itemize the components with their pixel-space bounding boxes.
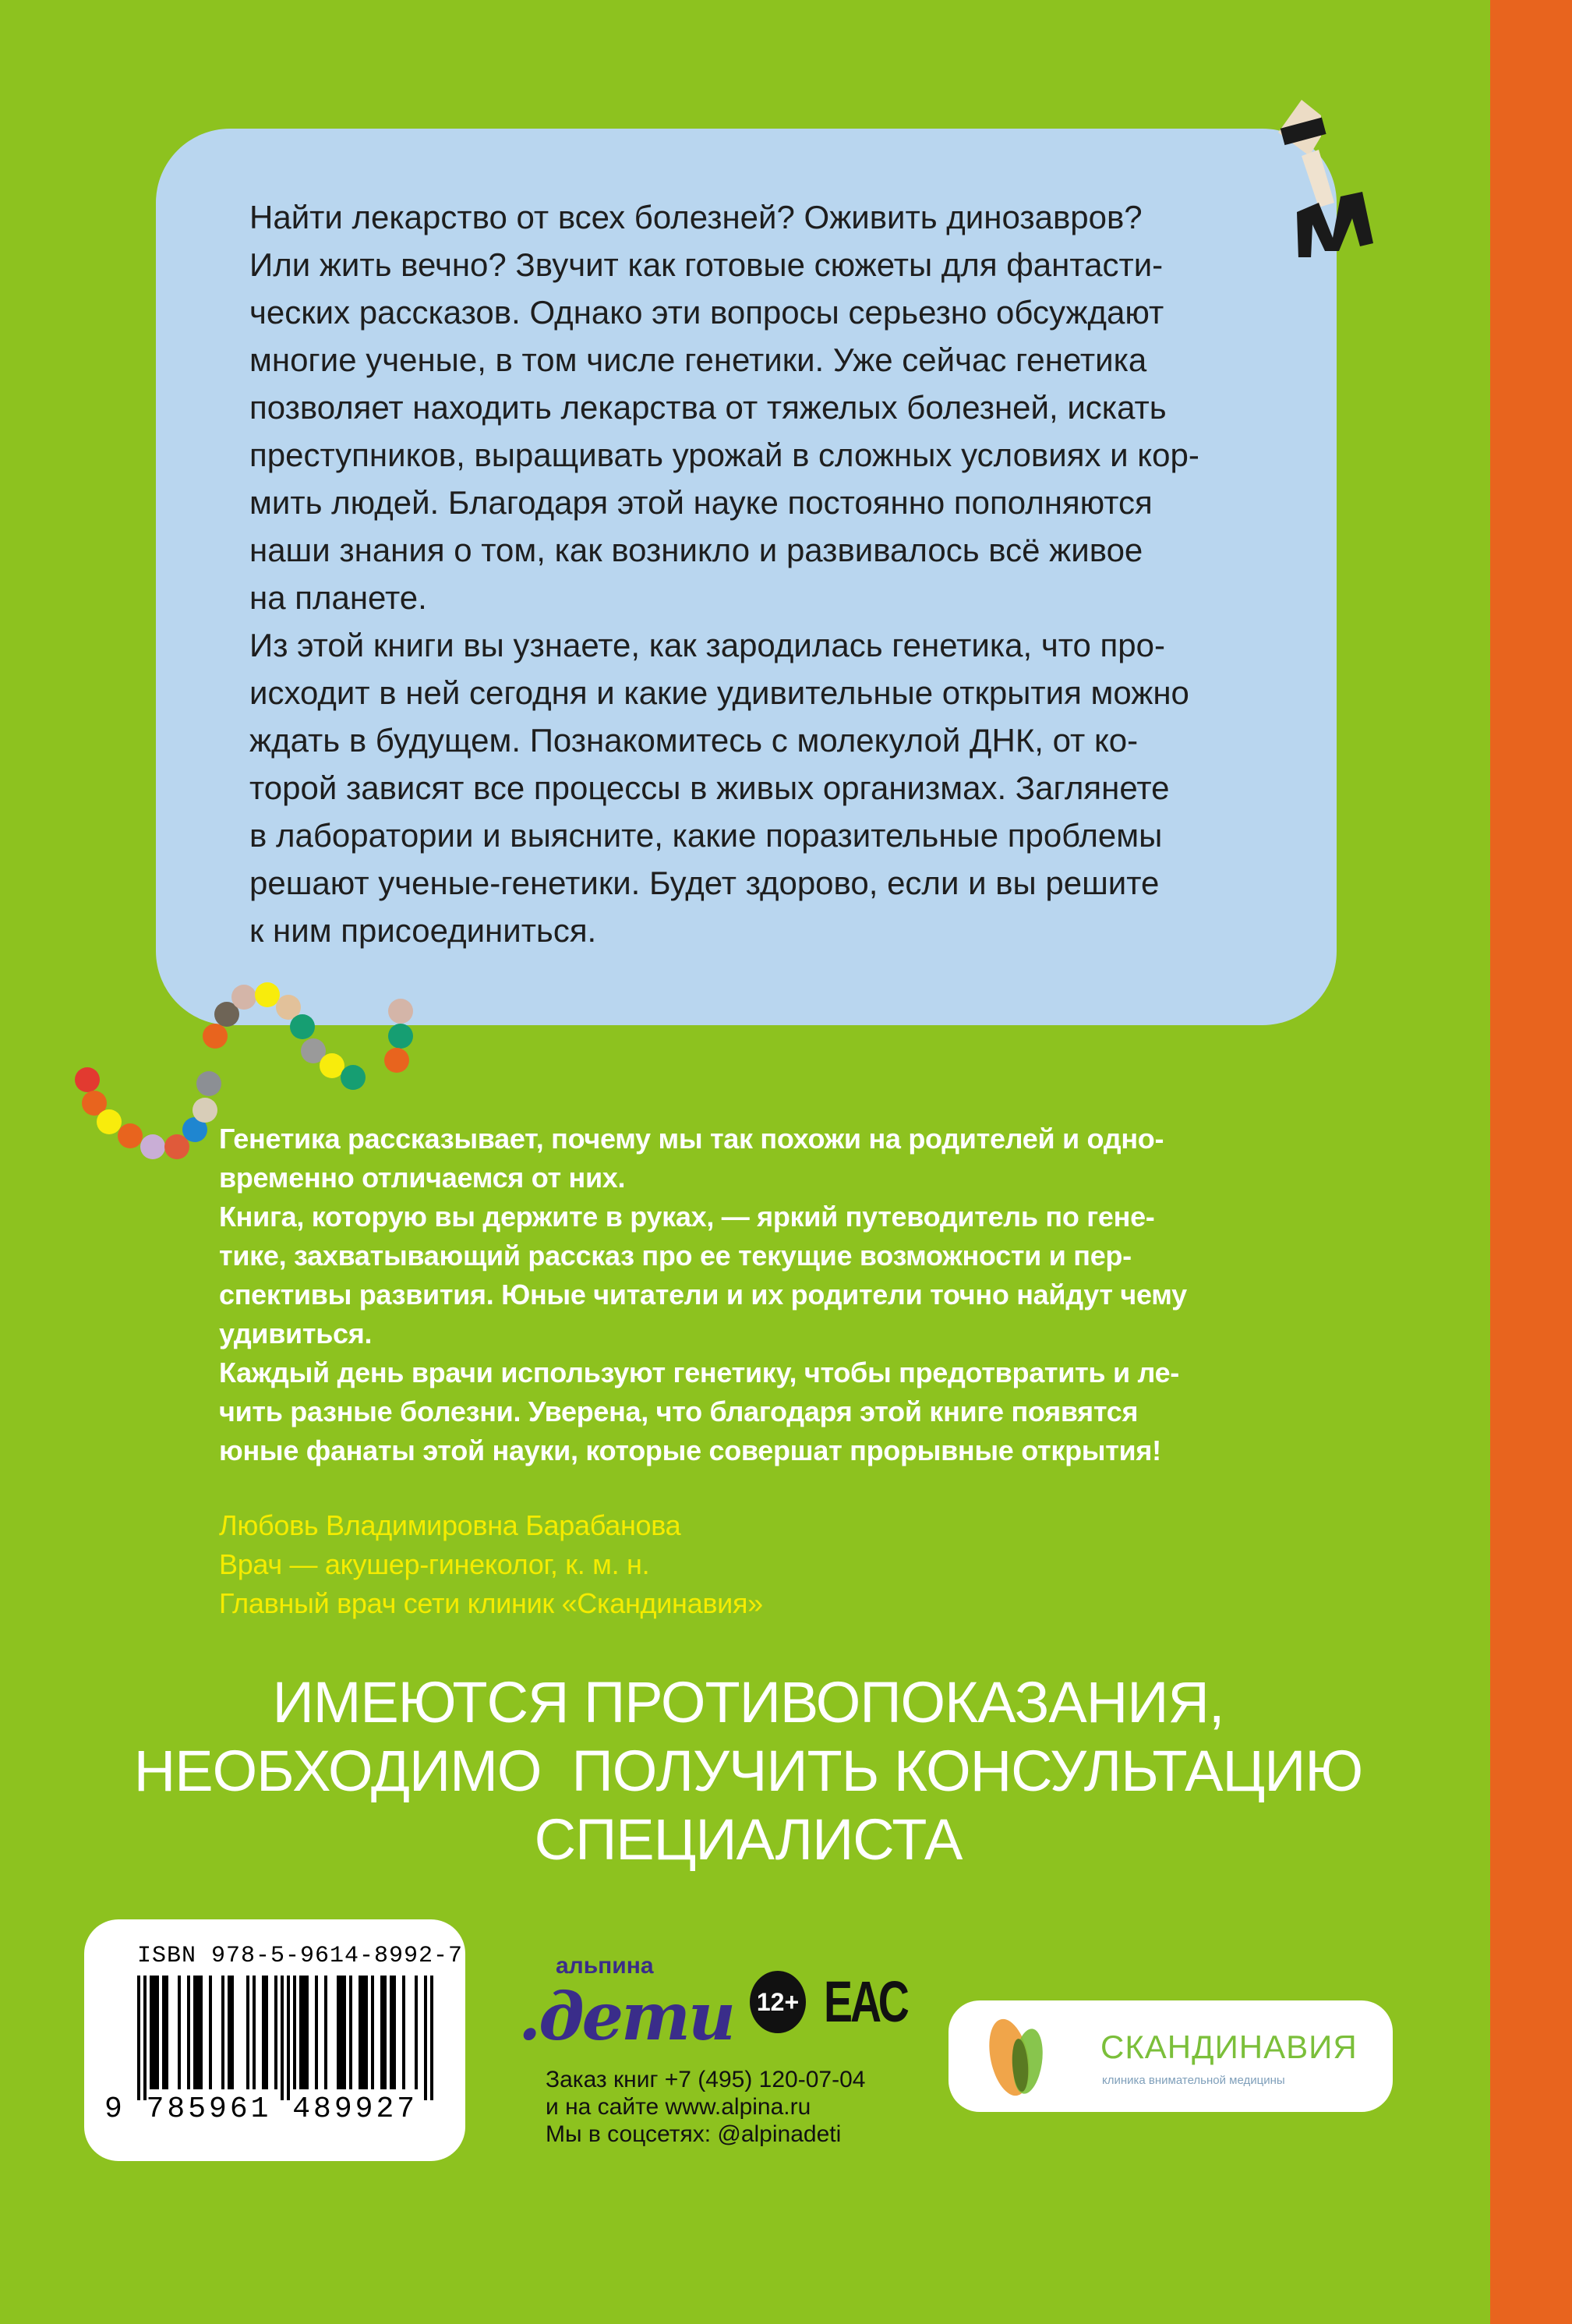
text-line: юные фанаты этой науки, которые совершат прорывные открытия! bbox=[219, 1434, 1161, 1466]
review-text bbox=[219, 1120, 1187, 1470]
barcode-bar bbox=[165, 1976, 168, 2089]
barcode-bar bbox=[187, 1976, 190, 2089]
bead bbox=[231, 985, 256, 1010]
partner-leaf-icon bbox=[980, 2014, 1058, 2100]
barcode-bar bbox=[231, 1976, 234, 2089]
bead bbox=[384, 1048, 409, 1073]
warning-line: НЕОБХОДИМО ПОЛУЧИТЬ КОНСУЛЬТАЦИЮ bbox=[133, 1739, 1363, 1803]
text-line: исходит в ней сегодня и какие удивительные открытия можно bbox=[249, 674, 1189, 711]
alpina-deti-logo: .дети bbox=[518, 1978, 734, 2055]
text-line: Или жить вечно? Звучит как готовые сюжеты для фантасти- bbox=[249, 246, 1164, 283]
text-line: ческих рассказов. Однако эти вопросы серьезно обсуждают bbox=[249, 294, 1164, 331]
barcode-bar bbox=[340, 1976, 343, 2089]
partner-tagline: клиника внимательной медицины bbox=[1102, 2074, 1285, 2087]
barcode-bar bbox=[193, 1976, 196, 2089]
barcode-bar bbox=[274, 1976, 277, 2089]
barcode-bar bbox=[137, 1976, 140, 2100]
barcode-bar bbox=[402, 1976, 405, 2089]
barcode-bar bbox=[359, 1976, 362, 2089]
bead bbox=[388, 999, 413, 1024]
barcode-bar bbox=[221, 1976, 224, 2089]
text-line: позволяет находить лекарства от тяжелых болезней, искать bbox=[249, 389, 1167, 426]
bead bbox=[97, 1109, 122, 1134]
barcode-bar bbox=[424, 1976, 427, 2100]
barcode-bar bbox=[337, 1976, 340, 2089]
barcode-bar bbox=[150, 1976, 153, 2089]
spine-strip bbox=[1490, 0, 1572, 2324]
text-line: Найти лекарство от всех болезней? Оживить динозавров? bbox=[249, 199, 1143, 235]
barcode-bar bbox=[209, 1976, 212, 2089]
barcode-bar bbox=[265, 1976, 268, 2089]
bead bbox=[203, 1024, 228, 1049]
text-line: мить людей. Благодаря этой науке постоянно пополняются bbox=[249, 484, 1153, 521]
barcode-bar bbox=[162, 1976, 165, 2089]
barcode-bar bbox=[383, 1976, 387, 2089]
text-line: удивиться. bbox=[219, 1318, 373, 1349]
barcode-bar bbox=[262, 1976, 265, 2089]
text-line: многие ученые, в том числе генетики. Уже сейчас генетика bbox=[249, 341, 1147, 378]
text-line: Книга, которую вы держите в руках, — яркий путеводитель по гене- bbox=[219, 1201, 1155, 1233]
barcode-bar bbox=[371, 1976, 374, 2089]
order-info bbox=[546, 2066, 865, 2148]
reviewer-signature bbox=[219, 1506, 763, 1623]
partner-logo-box bbox=[948, 2000, 1393, 2112]
warning-line: ИМЕЮТСЯ ПРОТИВОПОКАЗАНИЯ, bbox=[272, 1670, 1224, 1735]
barcode-bar bbox=[390, 1976, 393, 2089]
barcode-bar bbox=[281, 1976, 284, 2100]
barcode-bar bbox=[315, 1976, 318, 2089]
barcode-box bbox=[84, 1919, 465, 2161]
barcode-bar bbox=[393, 1976, 396, 2089]
bead bbox=[140, 1134, 165, 1159]
text-line: наши знания о том, как возникло и развивалось всё живое bbox=[249, 532, 1143, 568]
text-line: чить разные болезни. Уверена, что благодаря этой книге появятся bbox=[219, 1395, 1139, 1427]
reviewer-position: Главный врач сети клиник «Скандинавия» bbox=[219, 1587, 763, 1619]
barcode-bar bbox=[200, 1976, 203, 2089]
alpina-logo-top: альпина bbox=[556, 1953, 654, 1979]
text-line: Из этой книги вы узнаете, как зародилась генетика, что про- bbox=[249, 627, 1165, 663]
barcode-bar bbox=[253, 1976, 256, 2089]
barcode-bar bbox=[153, 1976, 156, 2089]
barcode-bar bbox=[415, 1976, 418, 2089]
text-line: временно отличаемся от них. bbox=[219, 1162, 626, 1194]
barcode-bar bbox=[430, 1976, 433, 2100]
barcode-bar bbox=[228, 1976, 231, 2089]
dna-beads-decoration bbox=[0, 0, 468, 1185]
medical-warning bbox=[78, 1668, 1418, 1874]
text-line: в лаборатории и выясните, какие поразительные проблемы bbox=[249, 817, 1163, 854]
bead bbox=[320, 1053, 344, 1078]
bead bbox=[75, 1067, 100, 1092]
text-line: преступников, выращивать урожай в сложных условиях и кор- bbox=[249, 437, 1199, 473]
bead bbox=[255, 982, 280, 1007]
text-line: решают ученые-генетики. Будет здорово, если и вы решите bbox=[249, 865, 1160, 901]
partner-name: СКАНДИНАВИЯ bbox=[1100, 2029, 1358, 2065]
text-line: спективы развития. Юные читатели и их родители точно найдут чему bbox=[219, 1279, 1187, 1311]
bead bbox=[388, 1024, 413, 1049]
bead bbox=[341, 1065, 366, 1090]
reviewer-title: Врач — акушер-гинеколог, к. м. н. bbox=[219, 1548, 650, 1580]
isbn-label: ISBN 978-5-9614-8992-7 bbox=[137, 1943, 464, 1969]
text-line: к ним присоединиться. bbox=[249, 912, 597, 949]
eac-mark: ЕАС bbox=[824, 1969, 907, 2034]
reviewer-name: Любовь Владимировна Барабанова bbox=[219, 1509, 681, 1541]
barcode-bar bbox=[306, 1976, 309, 2089]
barcode-bar bbox=[293, 1976, 296, 2089]
barcode-bar bbox=[302, 1976, 306, 2089]
age-rating-badge: 12+ bbox=[750, 1971, 806, 2033]
text-line: на планете. bbox=[249, 579, 427, 616]
barcode-bar bbox=[196, 1976, 200, 2089]
order-website[interactable]: и на сайте www.alpina.ru bbox=[546, 2094, 811, 2120]
barcode-bar bbox=[299, 1976, 302, 2089]
barcode bbox=[137, 1976, 433, 2108]
barcode-bar bbox=[349, 1976, 352, 2089]
ean-digits: 9 785961 489927 bbox=[104, 2092, 419, 2126]
bead bbox=[118, 1123, 143, 1148]
text-line: тике, захватывающий рассказ про ее текущие возможности и пер- bbox=[219, 1240, 1132, 1272]
order-phone: Заказ книг +7 (495) 120-07-04 bbox=[546, 2067, 866, 2092]
text-line: торой зависят все процессы в живых организмах. Заглянете bbox=[249, 769, 1170, 806]
text-line: Генетика рассказывает, почему мы так похожи на родителей и одно- bbox=[219, 1123, 1164, 1155]
barcode-bar bbox=[287, 1976, 290, 2100]
barcode-bar bbox=[362, 1976, 365, 2089]
text-line: Каждый день врачи используют генетику, чтобы предотвратить и ле- bbox=[219, 1357, 1179, 1388]
bead bbox=[196, 1071, 221, 1096]
barcode-bar bbox=[178, 1976, 181, 2089]
text-line: ждать в будущем. Познакомитесь с молекулой ДНК, от ко- bbox=[249, 722, 1139, 759]
pen-decoration-icon bbox=[1247, 78, 1387, 257]
barcode-bar bbox=[365, 1976, 368, 2089]
barcode-bar bbox=[324, 1976, 327, 2089]
barcode-bar bbox=[380, 1976, 383, 2089]
barcode-bar bbox=[156, 1976, 159, 2089]
barcode-bar bbox=[143, 1976, 147, 2100]
warning-line: СПЕЦИАЛИСТА bbox=[534, 1807, 963, 1872]
barcode-bar bbox=[246, 1976, 249, 2089]
barcode-bar bbox=[343, 1976, 346, 2089]
bead bbox=[193, 1098, 217, 1123]
bead bbox=[290, 1014, 315, 1039]
order-social[interactable]: Мы в соцсетях: @alpinadeti bbox=[546, 2121, 842, 2147]
